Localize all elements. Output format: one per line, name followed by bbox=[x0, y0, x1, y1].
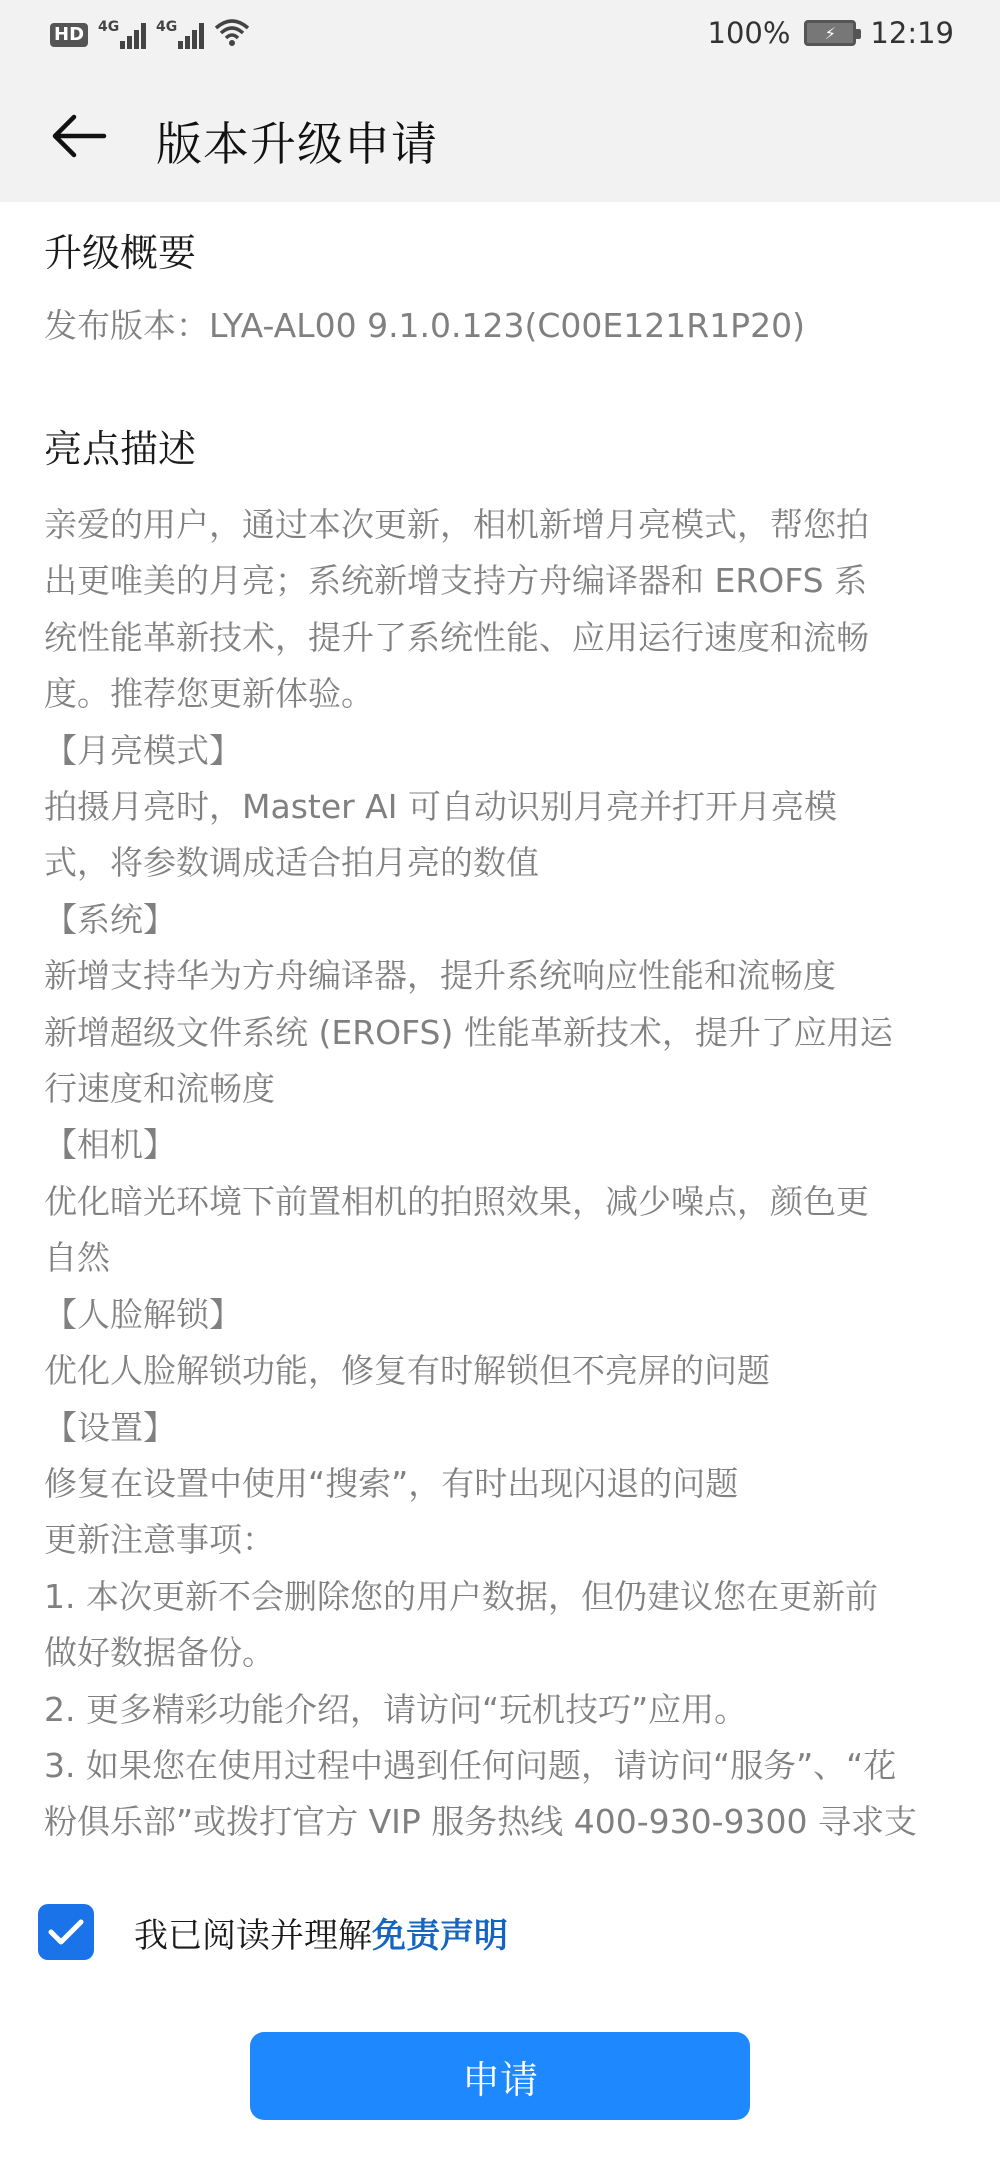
apply-button[interactable]: 申请 bbox=[250, 2032, 750, 2120]
text-line: 粉俱乐部”或拨打官方 VIP 服务热线 400-930-9300 寻求支 bbox=[44, 1802, 918, 1842]
battery-percent: 100% bbox=[707, 16, 791, 50]
wifi-icon bbox=[214, 18, 250, 52]
disclaimer-link[interactable]: 免责声明 bbox=[372, 1915, 508, 1956]
text-line: 新增支持华为方舟编译器，提升系统响应性能和流畅度 bbox=[44, 956, 836, 996]
text-line: 亲爱的用户，通过本次更新，相机新增月亮模式，帮您拍 bbox=[44, 505, 869, 544]
text-line: 出更唯美的月亮；系统新增支持方舟编译器和 EROFS 系 bbox=[44, 561, 868, 601]
text-line: 拍摄月亮时，Master AI 可自动识别月亮并打开月亮模 bbox=[44, 787, 837, 827]
release-notes-scroll[interactable] bbox=[0, 202, 1000, 1842]
status-bar bbox=[0, 0, 1000, 70]
text-line: 【人脸解锁】 bbox=[44, 1294, 242, 1334]
back-button[interactable] bbox=[48, 108, 108, 164]
text-line: 新增超级文件系统 (EROFS) 性能革新技术，提升了应用运 bbox=[44, 1012, 893, 1052]
agreement-checkbox[interactable] bbox=[38, 1904, 94, 1960]
text-line: 度。推荐您更新体验。 bbox=[44, 674, 374, 714]
text-line: 1. 本次更新不会删除您的用户数据，但仍建议您在更新前 bbox=[44, 1576, 878, 1616]
text-line: 【月亮模式】 bbox=[44, 730, 242, 770]
agreement-row bbox=[38, 1904, 938, 1960]
text-line: 修复在设置中使用“搜索”，有时出现闪退的问题 bbox=[44, 1463, 739, 1503]
signal-icon bbox=[98, 21, 146, 49]
highlights-description bbox=[44, 497, 964, 1851]
status-left bbox=[50, 18, 250, 52]
text-line: 更新注意事项： bbox=[44, 1520, 275, 1560]
app-header bbox=[0, 0, 1000, 202]
hd-badge: HD bbox=[50, 23, 88, 47]
battery-charging-icon: ⚡ bbox=[804, 20, 856, 46]
checkmark-icon bbox=[48, 1918, 84, 1946]
text-line: 【系统】 bbox=[44, 899, 176, 939]
text-line: 优化人脸解锁功能，修复有时解锁但不亮屏的问题 bbox=[44, 1351, 770, 1391]
text-line: 3. 如果您在使用过程中遇到任何问题，请访问“服务”、“花 bbox=[44, 1745, 897, 1785]
agreement-text: 我已阅读并理解 bbox=[134, 1915, 372, 1956]
text-line: 统性能革新技术，提升了系统性能、应用运行速度和流畅 bbox=[44, 617, 869, 657]
text-line: 【设置】 bbox=[44, 1407, 176, 1447]
signal-icon bbox=[156, 21, 204, 49]
signal-label: 4G bbox=[98, 19, 120, 35]
signal-label: 4G bbox=[156, 19, 178, 35]
arrow-left-icon bbox=[50, 114, 106, 158]
text-line: 【相机】 bbox=[44, 1125, 176, 1165]
text-line: 自然 bbox=[44, 1238, 110, 1278]
text-line: 行速度和流畅度 bbox=[44, 1069, 275, 1109]
summary-title: 升级概要 bbox=[44, 231, 197, 275]
release-version: 发布版本：LYA-AL00 9.1.0.123(C00E121R1P20) bbox=[44, 306, 805, 345]
page-title: 版本升级申请 bbox=[156, 117, 438, 171]
text-line: 优化暗光环境下前置相机的拍照效果，减少噪点，颜色更 bbox=[44, 1181, 869, 1221]
text-line: 2. 更多精彩功能介绍，请访问“玩机技巧”应用。 bbox=[44, 1689, 748, 1729]
highlights-title: 亮点描述 bbox=[44, 427, 197, 471]
text-line: 式，将参数调成适合拍月亮的数值 bbox=[44, 843, 539, 883]
status-right bbox=[708, 16, 955, 50]
text-line: 做好数据备份。 bbox=[44, 1633, 275, 1673]
clock: 12:19 bbox=[870, 16, 954, 50]
